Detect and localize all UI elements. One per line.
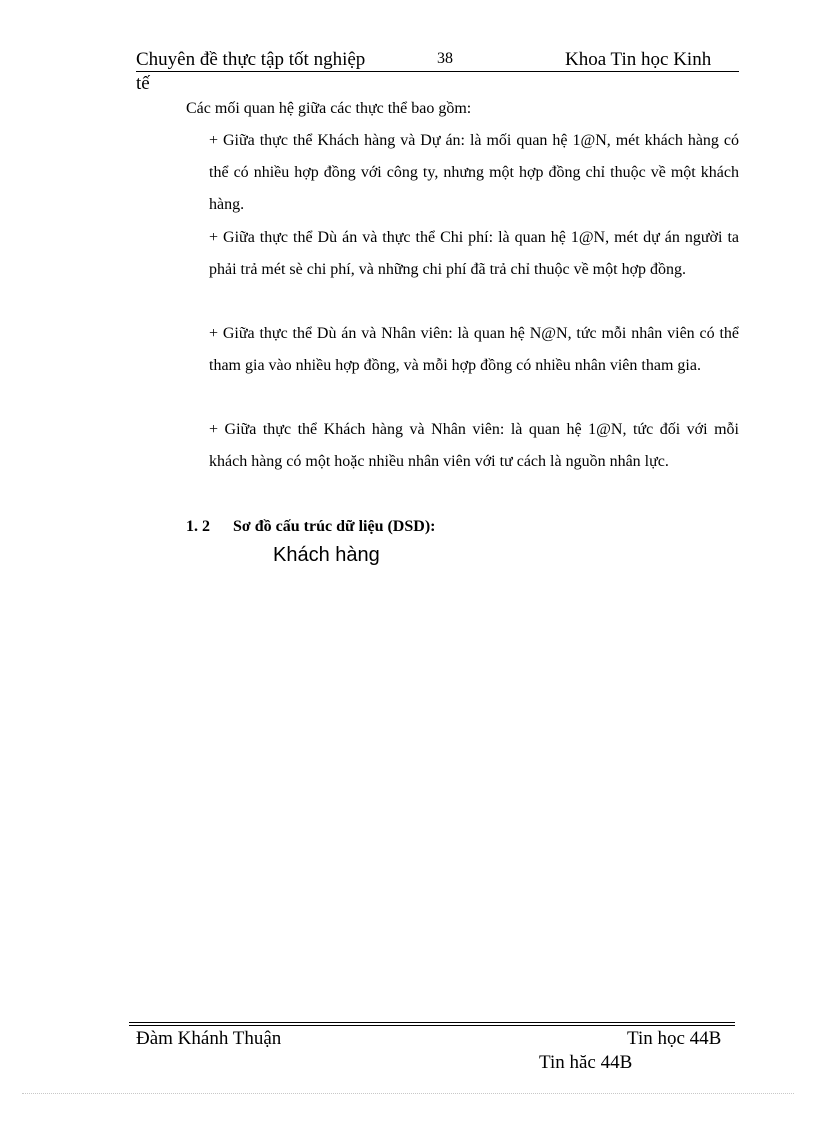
paragraph-project-employee: + Giữa thực thể Dù án và Nhân viên: là quan hệ N@N, tức mỗi nhân viên có thể tham gia vào nhiều hợp đồng, và mỗi hợp đồng có nhiều nhân viên tham gia. [209, 325, 739, 374]
footer-class-below: Tin hăc 44B [539, 1052, 633, 1073]
paragraph-customer-project: + Giữa thực thể Khách hàng và Dự án: là mối quan hệ 1@N, mét khách hàng có thể có nhiều hợp đồng với công ty, nhưng một hợp đồng chỉ thuộc về một khách hàng. [209, 132, 739, 213]
section-heading [186, 518, 435, 536]
section-number: 1. 2 [186, 518, 210, 535]
paragraph-project-cost: + Giữa thực thể Dù án và thực thể Chi phí: là quan hệ 1@N, mét dự án người ta phải trả mét sè chi phí, và những chi phí đã trả chỉ thuộc về một hợp đồng. [209, 229, 739, 278]
footer-author: Đàm Khánh Thuận [136, 1028, 282, 1049]
page-bottom-dotted-line [22, 1093, 794, 1094]
footer-rule-top [129, 1022, 735, 1023]
intro-text: Các mối quan hệ giữa các thực thể bao gồm: [186, 100, 472, 117]
footer-rule-bottom [129, 1025, 735, 1026]
paragraph-customer-employee: + Giữa thực thể Khách hàng và Nhân viên: là quan hệ 1@N, tức đối với mỗi khách hàng có một hoặc nhiều nhân viên với tư cách là nguồn nhân lực. [209, 421, 739, 470]
section-title: Sơ đồ cấu trúc dữ liệu (DSD): [233, 518, 436, 535]
header-wrap-text: tế [136, 73, 150, 94]
header-rule [136, 71, 739, 72]
footer-class-right: Tin học 44B [627, 1028, 722, 1049]
diagram-label: Khách hàng [273, 544, 380, 566]
header-right-text: Khoa Tin học Kinh [565, 49, 712, 70]
page-number: 38 [437, 50, 453, 67]
header-left-text: Chuyên đề thực tập tốt nghiệp [136, 49, 366, 70]
